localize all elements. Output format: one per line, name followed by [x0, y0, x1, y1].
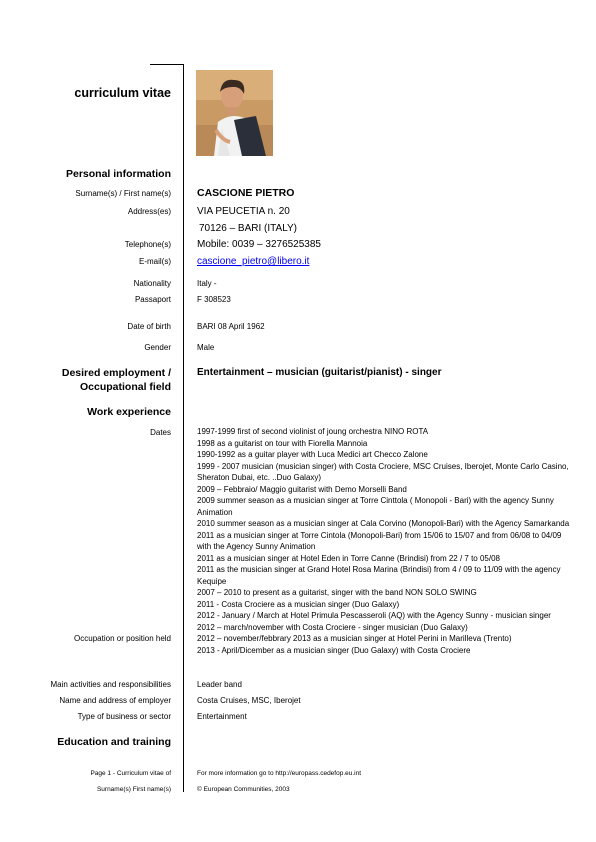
- business-value: Entertainment: [197, 712, 247, 721]
- desired-employment-value: Entertainment – musician (guitarist/pianist) - singer: [197, 367, 442, 378]
- footer-page-line2: Surname(s) First name(s): [96, 786, 171, 793]
- footer-page-line1: Page 1 - Curriculum vitae of: [90, 770, 171, 777]
- section-desired-employment-line2: Occupational field: [79, 381, 171, 393]
- profile-photo: [196, 70, 273, 156]
- passport-value: F 308523: [197, 295, 231, 304]
- list-item: 2011 as a musician singer at Torre Cintola (Monopoli-Bari) from 15/06 to 15/07 and from 06/08 to 04/09 with the Agency Sunny Animation: [197, 530, 562, 551]
- address-line-1: VIA PEUCETIA n. 20: [197, 206, 290, 217]
- gender-value: Male: [197, 343, 215, 352]
- occupation-label: Occupation or position held: [74, 634, 171, 643]
- section-desired-employment-line1: Desired employment /: [61, 367, 171, 379]
- work-experience-list: [197, 426, 577, 656]
- employer-label: Name and address of employer: [59, 696, 171, 705]
- list-item: 1998 as a guitarist on tour with Fiorella Mannoia: [197, 438, 368, 448]
- list-item: 1999 - 2007 musician (musician singer) with Costa Crociere, MSC Cruises, Iberojet, Monte Carlo Casino, Sheraton Dubai, etc. ..Duo Galaxy): [197, 461, 569, 482]
- section-personal-information: Personal information: [65, 168, 171, 180]
- list-item: 1997-1999 first of second violinist of joung orchestra NINO ROTA: [197, 427, 429, 436]
- passport-label: Passaport: [134, 295, 171, 304]
- list-item: 2007 – 2010 to present as a guitarist, singer with the band NON SOLO SWING: [197, 588, 477, 597]
- header-rule: [150, 64, 184, 65]
- email-link[interactable]: cascione_pietro@libero.it: [197, 256, 310, 267]
- dob-label: Date of birth: [127, 322, 171, 331]
- list-item: 2011 as a musician singer at Hotel Eden in Torre Canne (Brindisi) from 22 / 7 to 05/08: [197, 553, 500, 563]
- list-item: 2009 – Febbraio/ Maggio guitarist with Demo Morselli Band: [197, 484, 407, 494]
- list-item: 2011 as the musician singer at Grand Hotel Rosa Marina (Brindisi) from 4 / 09 to 11/09 with the agency Kequipe: [197, 565, 561, 586]
- list-item: 2013 - April/Dicember as a musician singer (Duo Galaxy) with Costa Crociere: [197, 645, 471, 655]
- address-line-2: 70126 – BARI (ITALY): [199, 223, 298, 234]
- person-photo-icon: [196, 70, 273, 156]
- document-title: curriculum vitae: [74, 86, 171, 100]
- telephone-label: Telephone(s): [124, 240, 171, 249]
- address-label: Address(es): [127, 207, 171, 216]
- list-item: 2010 summer season as a musician singer at Cala Corvino (Monopoli-Bari) with the Agency Samarkanda: [197, 519, 570, 528]
- nationality-value: Italy -: [197, 279, 217, 288]
- email-label: E-mail(s): [139, 257, 171, 266]
- footer-info-line1: For more information go to http://europass.cedefop.eu.int: [197, 770, 362, 777]
- section-work-experience: Work experience: [87, 406, 171, 418]
- column-divider: [183, 64, 184, 792]
- employer-value: Costa Cruises, MSC, Iberojet: [197, 696, 301, 705]
- list-item: 1990-1992 as a guitar player with Luca Medici art Checco Zalone: [197, 450, 428, 459]
- business-label: Type of business or sector: [77, 712, 171, 721]
- nationality-label: Nationality: [133, 279, 171, 288]
- section-education-training: Education and training: [57, 736, 171, 748]
- gender-label: Gender: [144, 343, 171, 352]
- activities-value: Leader band: [197, 680, 242, 689]
- list-item: 2012 – november/febbrary 2013 as a musician singer at Hotel Perini in Marilleva (Trento): [197, 634, 512, 643]
- activities-label: Main activities and responsibilities: [50, 680, 171, 689]
- dates-label: Dates: [150, 428, 171, 437]
- footer-info-line2: © European Communities, 2003: [197, 786, 290, 793]
- full-name: CASCIONE PIETRO: [197, 187, 295, 199]
- list-item: 2011 - Costa Crociere as a musician singer (Duo Galaxy): [197, 599, 400, 609]
- list-item: 2012 – march/november with Costa Crociere - singer musician (Duo Galaxy): [197, 622, 468, 632]
- name-label: Surname(s) / First name(s): [75, 189, 171, 198]
- list-item: 2009 summer season as a musician singer at Torre Cinttola ( Monopoli - Bari) with the agency Sunny Animation: [197, 496, 554, 517]
- telephone-value: Mobile: 0039 – 3276525385: [197, 239, 321, 250]
- list-item: 2012 - January / March at Hotel Primula Pescasseroli (AQ) with the Agency Sunny - musician singer: [197, 611, 551, 620]
- dob-value: BARI 08 April 1962: [197, 322, 265, 331]
